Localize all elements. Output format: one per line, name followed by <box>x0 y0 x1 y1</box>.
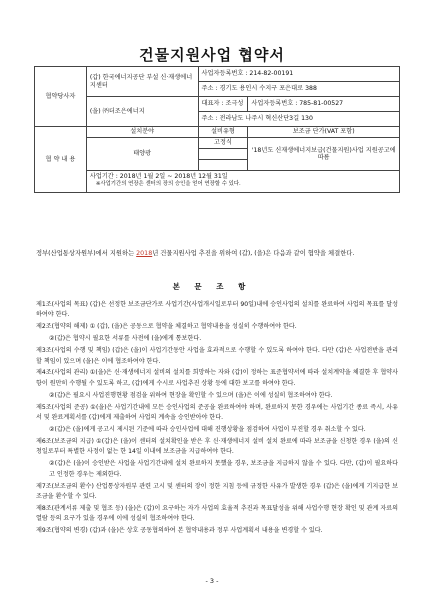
field-value: 태양광 <box>86 138 198 171</box>
party-b-address: 주소 : 전라남도 나주시 혁신산단3길 130 <box>198 112 399 127</box>
article-2-1: 제2조(협약의 해제) ① (갑), (을)은 공동으로 협약을 체결하고 협약내용을 성실히 수행하여야 한다. <box>36 323 297 331</box>
type-empty-cell <box>198 149 248 160</box>
intro-paragraph <box>36 248 396 259</box>
article-9: 제9조(협약의 변경) (갑)과 (을)은 상호 공동협의하여 본 협약내용과 정부 사업계획서 내용을 변경할 수 있다. <box>36 527 323 535</box>
article-8: 제8조(관계서류 제출 및 협조 등) (을)은 (갑)이 요구하는 자가 사업의 효율적 추진과 목표달성을 위해 사업수행 현장 확인 및 관계 자료의 열람 등의 요구가 있을 경우에 이에 성실히 협조하여야 한다. <box>36 504 398 523</box>
party-b-name: (을) ㈜더조은에너지 <box>86 97 198 127</box>
party-b-representative: 대표자 : 조극성 <box>198 97 248 112</box>
intro-year: 2018 <box>136 250 153 257</box>
article-1: 제1조(사업의 목표) (갑)은 선정한 보조금단가로 사업기간(사업개시일로부터 90일)내에 승인사업의 설치를 완료하여 사업의 목표를 달성하여야 한다. <box>36 301 398 319</box>
page-number: - 3 - <box>205 577 219 585</box>
col-field-header: 설치분야 <box>86 127 198 138</box>
period-note: ※사업기간의 연장은 센터의 장의 승인을 얻어 연장할 수 있다. <box>95 181 241 188</box>
type-empty-cell <box>198 160 248 171</box>
article-6-1: 제6조(보조금의 지급) ①(갑)은 (을)이 센터의 설치확인을 받은 후 신·재생에너지 설비 설치 완료에 따라 보조금을 신청한 경우 (을)의 신청일로부터 특별한 사정이 없는 한 14일 이내에 보조금을 지급하여야 한다. <box>36 437 398 456</box>
agreement-info-table <box>34 66 400 193</box>
party-label: 협약당사자 <box>35 67 87 127</box>
article-4-1: 제4조(사업의 관리) ①(을)은 신·재생에너지 설비의 설치를 희망하는 자와 (갑)이 정하는 표준협약서에 따라 설치계약을 체결한 후 협약사항이 원만히 수행될 수 있도록 하고, (갑)에게 수시로 사업추진 상황 등에 대한 보고를 하여야 한다. <box>36 369 398 387</box>
article-2-2: ②(갑)은 협약시 필요한 서류를 사전에 (을)에게 통보한다. <box>49 335 202 343</box>
document-title: 건물지원사업 협약서 <box>139 46 285 64</box>
col-price-header: 보조금 단가(VAT 포함) <box>248 127 400 138</box>
period-cell <box>86 171 399 193</box>
article-4-2: ②(갑)은 필요시 사업진행현황 점검을 위하여 현장을 확인할 수 있으며 (을)은 이에 성실히 협조하여야 한다. <box>49 391 333 399</box>
intro-post: 년 건물지원사업 추진을 위하여 (갑), (을)은 다음과 같이 협약을 체결한다. <box>152 250 355 257</box>
article-5-2: ②(갑)은 (을)에게 공고시 제시된 기준에 따라 승인사업에 대해 진행상황을 점검하여 사업이 부진할 경우 취소할 수 있다. <box>49 425 366 433</box>
section-heading: 본 문 조 항 <box>172 282 252 291</box>
party-a-name: (갑) 한국에너지공단 부설 신·재생에너지센터 <box>86 67 198 97</box>
article-7: 제7조(보조금의 환수) 산업통상자원부 관련 고시 및 센터의 장이 정한 지침 등에 규정한 사유가 발생한 경우 (갑)은 (을)에게 기지급한 보조금을 환수할 수 있다. <box>36 482 398 500</box>
type-value: 고정식 <box>198 138 248 149</box>
intro-pre: 정부(산업통상자원부)에서 지원하는 <box>36 250 137 257</box>
col-type-header: 설비유형 <box>198 127 248 138</box>
article-5-1: 제5조(사업의 준공) ①(을)은 사업기간내에 모든 승인사업의 준공을 완료하여야 하며, 완료하지 못한 경우에는 사업기간 종료 즉시, 사유서 및 완료계획서를 (갑)에게 제출하여 사업의 계속을 승인받아야 한다. <box>36 403 398 422</box>
article-3: 제3조(사업의 수행 및 책임) (갑)은 (을)이 사업기간동안 사업을 효과적으로 수행할 수 있도록 하여야 한다. 다만 (갑)은 사업전반을 관리할 책임이 있으며 (을)은 이에 협조하여야 한다. <box>36 347 398 365</box>
article-6-2: ②(갑)은 (을)이 승인받은 사업을 사업기간내에 설치 완료하지 못했을 경우, 보조금을 지급하지 않을 수 있다. 다만, (갑)이 필요하다고 인정한 경우는 제외한다. <box>49 460 398 478</box>
party-b-registration: 사업자등록번호 : 785-81-00527 <box>248 97 400 112</box>
content-label: 협 약 내 용 <box>35 127 87 193</box>
party-a-address: 주소 : 경기도 용인시 수지구 포은대로 388 <box>198 82 399 97</box>
articles-body <box>36 300 398 538</box>
party-a-registration: 사업자등록번호 : 214-82-00191 <box>198 67 399 82</box>
period-text: 사업기간 : 2018년 1월 2일 ~ 2018년 12월 31일 <box>89 173 228 180</box>
price-value: '18년도 신재생에너지보급(건물지원)사업 지원공고에 따름 <box>248 138 400 171</box>
